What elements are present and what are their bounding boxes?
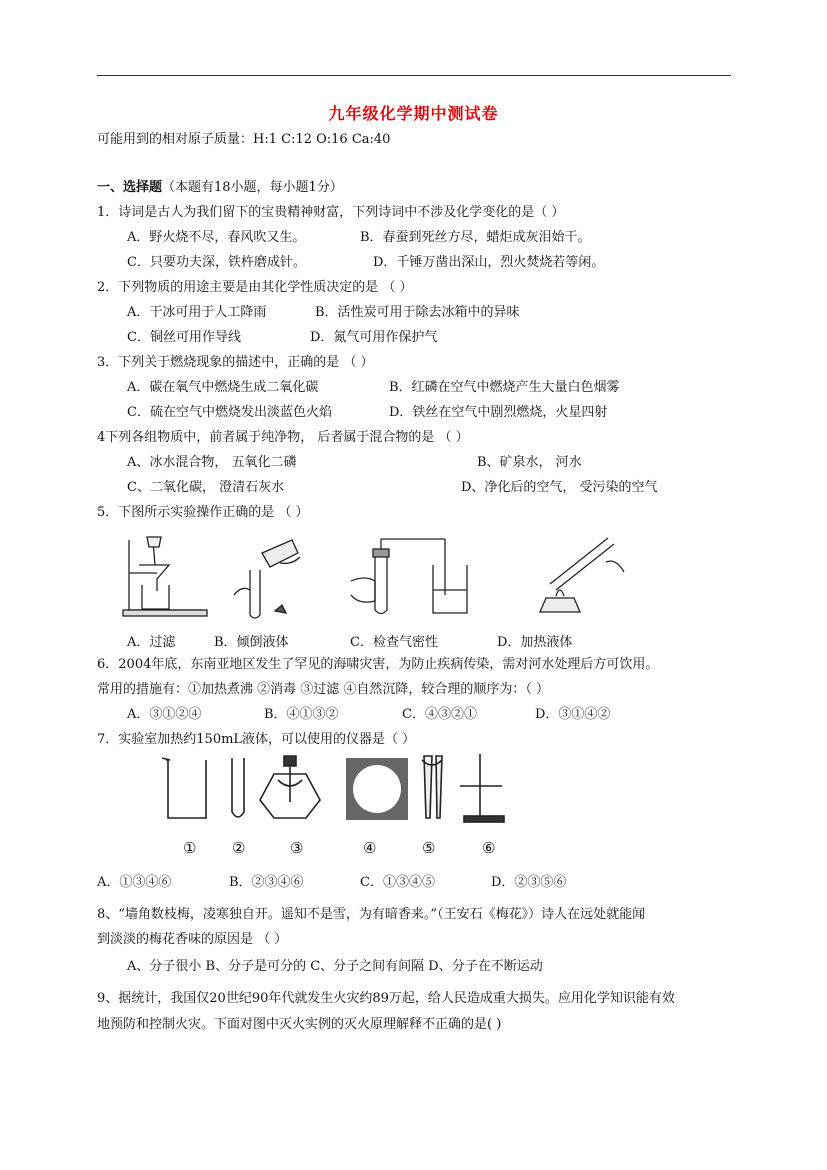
- q4-option-d: D、净化后的空气， 受污染的空气: [461, 480, 658, 495]
- q3-option-c: C．硫在空气中燃烧发出淡蓝色火焰: [127, 405, 332, 420]
- page-title: 九年级化学期中测试卷: [328, 104, 499, 123]
- q2-stem: 2．下列物质的用途主要是由其化学性质决定的是 （ ）: [97, 280, 413, 295]
- q5-option-a: A．过滤: [127, 635, 176, 650]
- atomic-mass-line: 可能用到的相对原子质量：H:1 C:12 O:16 Ca:40: [97, 132, 391, 147]
- q6-option-a: A．③①②④: [127, 707, 202, 722]
- airtightness-check-figure: [345, 535, 475, 620]
- section-note: （本题有18小题，每小题1分）: [162, 180, 343, 195]
- q2-option-c: C．铜丝可用作导线: [127, 330, 241, 345]
- q3-option-d: D．铁丝在空气中剧烈燃烧，火星四射: [389, 405, 608, 420]
- q1-stem: 1．诗词是古人为我们留下的宝贵精神财富，下列诗词中不涉及化学变化的是（ ）: [97, 205, 565, 220]
- q4-option-c: C、二氧化碳， 澄清石灰水: [127, 480, 285, 495]
- apparatus-label-3: ③: [290, 839, 304, 857]
- apparatus-label-5: ⑤: [422, 839, 436, 857]
- q3-option-b: B．红磷在空气中燃烧产生大量白色烟雾: [389, 380, 620, 395]
- q6-stem-line2: 常用的措施有：①加热煮沸 ②消毒 ③过滤 ④自然沉降，较合理的顺序为：（ ）: [97, 682, 550, 697]
- q1-option-b: B．春蚕到死丝方尽，蜡炬成灰泪始干。: [360, 230, 591, 245]
- q3-stem: 3．下列关于燃烧现象的描述中，正确的是 （ ）: [97, 355, 374, 370]
- q1-option-c: C．只要功夫深，铁杵磨成针。: [127, 255, 306, 270]
- q8-stem-line1: 8、“墙角数枝梅，凌寒独自开。遥知不是雪，为有暗香来。”（王安石《梅花》）诗人在远处就能闻: [97, 907, 646, 922]
- q5-option-c: C．检查气密性: [350, 635, 438, 650]
- q8-options: A、分子很小 B、分子是可分的 C、分子之间有间隔 D、分子在不断运动: [127, 959, 543, 974]
- q9-stem-line1: 9、据统计，我国仅20世纪90年代就发生火灾约89万起，给人民造成重大损失。应用化学知识能有效: [97, 991, 675, 1006]
- apparatus-label-4: ④: [363, 839, 377, 857]
- filtration-figure: [117, 535, 212, 620]
- q8-stem-line2: 到淡淡的梅花香味的原因是 （ ）: [97, 932, 288, 947]
- q2-option-a: A．干冰可用于人工降雨: [127, 305, 267, 320]
- q4-option-b: B、矿泉水， 河水: [477, 455, 582, 470]
- apparatus-label-2: ②: [232, 839, 246, 857]
- apparatus-label-6: ⑥: [482, 839, 496, 857]
- apparatus-label-1: ①: [183, 839, 197, 857]
- header-rule: [97, 75, 731, 76]
- pouring-liquid-figure: [220, 535, 310, 625]
- q7-option-b: B．②③④⑥: [229, 875, 304, 890]
- q7-option-d: D．②③⑤⑥: [491, 875, 567, 890]
- q1-option-a: A．野火烧不尽，春风吹又生。: [127, 230, 306, 245]
- q6-option-b: B．④①③②: [264, 707, 339, 722]
- section-title: 一、选择题: [97, 180, 163, 195]
- q3-option-a: A．碳在氧气中燃烧生成二氧化碳: [127, 380, 319, 395]
- q1-option-d: D．千锤万凿出深山，烈火焚烧若等闲。: [373, 255, 605, 270]
- q6-stem-line1: 6．2004年底，东南亚地区发生了罕见的海啸灾害，为防止疾病传染，需对河水处理后方可饮用。: [97, 657, 659, 672]
- heating-liquid-figure: [520, 532, 635, 617]
- q4-option-a: A、冰水混合物， 五氧化二磷: [127, 455, 297, 470]
- q9-stem-line2: 地预防和控制火灾。下面对图中灭火实例的灭火原理解释不正确的是( ): [97, 1017, 502, 1032]
- q5-option-d: D．加热液体: [497, 635, 573, 650]
- q2-option-b: B．活性炭可用于除去冰箱中的异味: [315, 305, 520, 320]
- q6-option-c: C．④③②①: [402, 707, 477, 722]
- q7-option-c: C．①③④⑤: [360, 875, 435, 890]
- section-heading: [97, 179, 343, 197]
- q7-option-a: A．①③④⑥: [97, 875, 172, 890]
- q4-stem: 4下列各组物质中，前者属于纯净物， 后者属于混合物的是 （ ）: [97, 430, 469, 445]
- q2-option-d: D．氮气可用作保护气: [310, 330, 438, 345]
- q5-stem: 5．下图所示实验操作正确的是 （ ）: [97, 505, 309, 520]
- apparatus-figure: [160, 752, 520, 827]
- q5-option-b: B．倾倒液体: [214, 635, 289, 650]
- q6-option-d: D．③①④②: [535, 707, 611, 722]
- q7-stem: 7．实验室加热约150mL液体，可以使用的仪器是（ ）: [97, 732, 416, 747]
